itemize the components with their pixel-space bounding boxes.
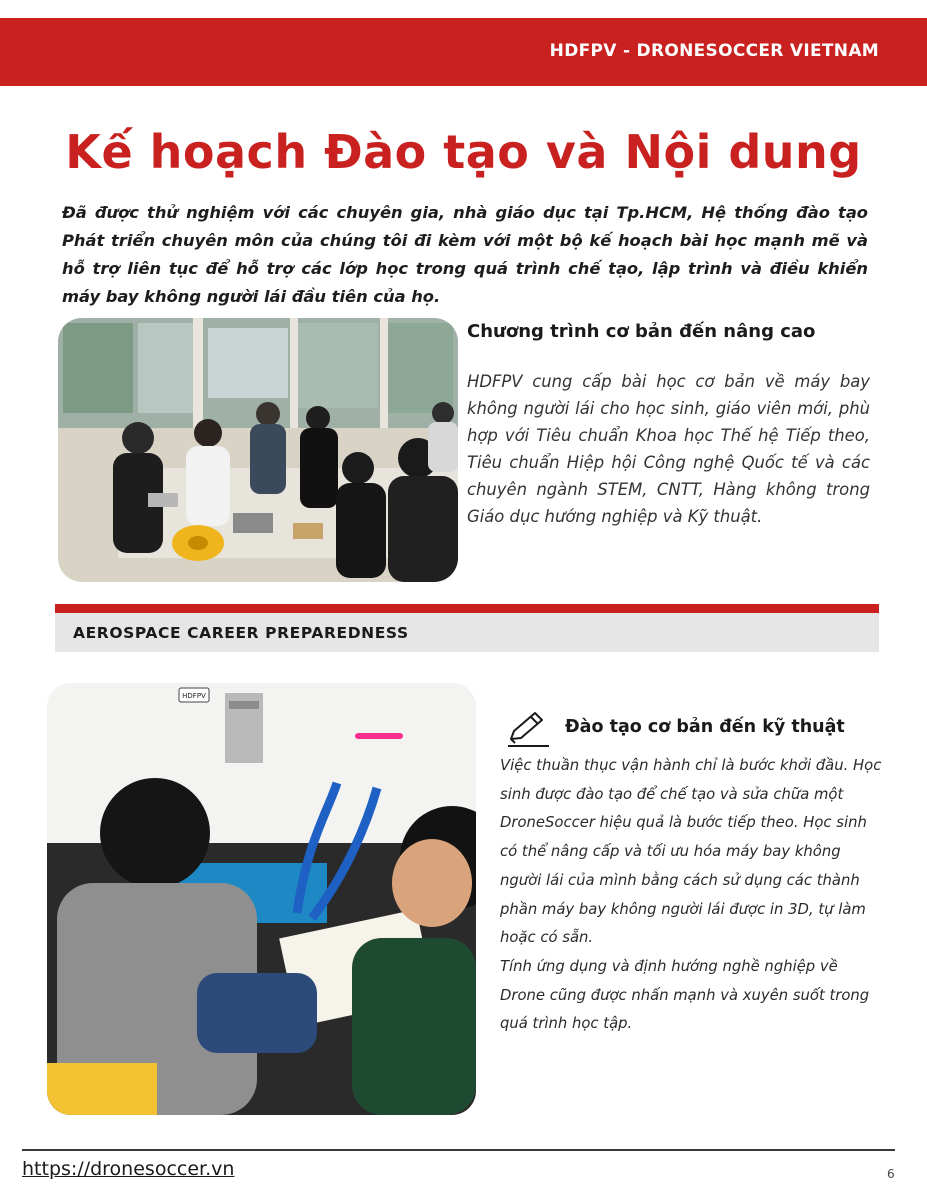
page-title: Kế hoạch Đào tạo và Nội dung (65, 125, 862, 179)
section2-paragraph-1: Việc thuần thục vận hành chỉ là bước khởi đầu. Học sinh được đào tạo để chế tạo và sửa chữa một DroneSoccer hiệu quả là bước tiếp theo. Học sinh có thể nâng cấp và tối ưu hóa máy bay không người lái của mình bằng cách sử dụng các thành phần máy bay không người lái được in 3D, tự làm hoặc có sẵn. (500, 757, 882, 947)
intro-paragraph: Đã được thử nghiệm với các chuyên gia, nhà giáo dục tại Tp.HCM, Hệ thống đào tạo Phát triển chuyên môn của chúng tôi đi kèm với một bộ kế hoạch bài học mạnh mẽ và hỗ trợ liên tục để hỗ trợ các lớp học trong quá trình chế tạo, lập trình và điều khiển máy bay không người lái đầu tiên của họ. (62, 203, 868, 306)
workshop-photo (58, 318, 458, 582)
header-org-name: HDFPV - DRONESOCCER VIETNAM (549, 41, 879, 61)
section2-heading: Đào tạo cơ bản đến kỹ thuật (565, 717, 845, 737)
section1-heading: Chương trình cơ bản đến nâng cao (467, 321, 816, 342)
pen-icon (505, 709, 551, 749)
section1-body: HDFPV cung cấp bài học cơ bản về máy bay không người lái cho học sinh, giáo viên mới, phù hợp với Tiêu chuẩn Khoa học Thế hệ Tiếp theo, Tiêu chuẩn Hiệp hội Công nghệ Quốc tế và các chuyên ngành STEM, CNTT, Hàng không trong Giáo dục hướng nghiệp và Kỹ thuật. (467, 372, 870, 526)
section2-paragraph-2: Tính ứng dụng và định hướng nghề nghiệp về Drone cũng được nhấn mạnh và xuyên suốt trong quá trình học tập. (500, 957, 870, 1033)
footer-divider (22, 1149, 895, 1151)
section-divider-bar (55, 604, 879, 613)
section2-body (500, 752, 882, 1039)
section-band (55, 613, 879, 652)
header-bar (0, 18, 927, 86)
photo-hdfpv-sticker-text: HDFPV (182, 692, 206, 700)
soldering-photo (47, 683, 476, 1115)
section-band-label: AEROSPACE CAREER PREPAREDNESS (73, 624, 409, 642)
footer-website-link[interactable]: https://dronesoccer.vn (22, 1158, 235, 1180)
page-number: 6 (887, 1167, 895, 1181)
